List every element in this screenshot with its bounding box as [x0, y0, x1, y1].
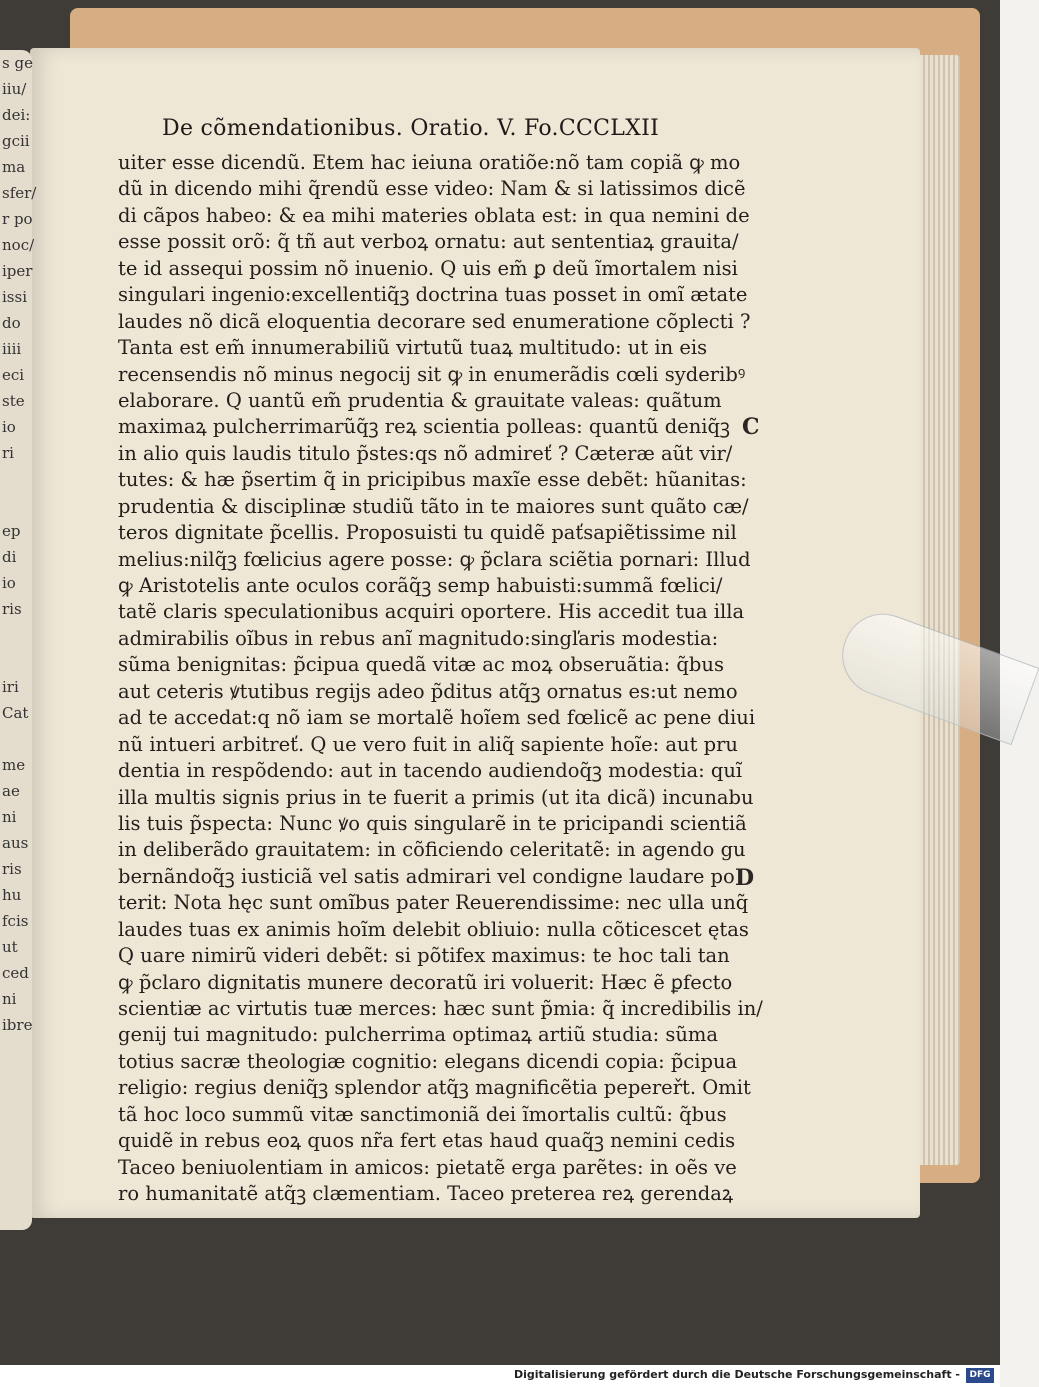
- facing-page-fragment: s ge: [2, 54, 33, 72]
- text-line: te id assequi possim nõ inuenio. Q uis em̃ ꝑ deũ ĩmortalem nisi: [118, 256, 738, 280]
- footer-bar: [0, 1365, 1000, 1387]
- page-header: De cõmendationibus. Oratio. V. Fo.CCCLXII: [162, 116, 660, 141]
- facing-page-fragment: issi: [2, 288, 27, 306]
- text-line: Tanta est em̃ innumerabiliũ virtutũ tuaꝝ multitudo: ut in eis: [118, 336, 708, 360]
- facing-page-fragment: [0, 726, 32, 752]
- facing-page-fragment: ris: [2, 600, 22, 618]
- dfg-logo: DFG: [966, 1368, 994, 1383]
- facing-page-fragment: [0, 466, 32, 492]
- facing-page-fragment: hu: [2, 886, 22, 904]
- text-line: ꝙ p̃claro dignitatis munere decoratũ iri voluerit: Hæc ẽ ꝑfecto: [118, 970, 733, 994]
- text-line: tã hoc loco summũ vitæ sanctimoniã dei ĩmortalis cultũ: q̃bus: [118, 1102, 727, 1126]
- facing-page-fragment: ae: [2, 782, 20, 800]
- facing-page-fragment: [0, 622, 32, 648]
- text-line: recensendis nõ minus negocij sit ꝙ in enumerãdis cœli syderibꝰ: [118, 362, 746, 386]
- marginal-letter-d: D: [735, 865, 755, 891]
- facing-page-fragment: noc/: [2, 236, 35, 254]
- facing-page-fragment: me: [2, 756, 26, 774]
- facing-page-fragment: iiu/: [2, 80, 27, 98]
- facing-page-fragment: io: [2, 574, 16, 592]
- facing-page-edge: [0, 50, 37, 1230]
- funding-credit: Digitalisierung gefördert durch die Deutsche Forschungsgemeinschaft -: [513, 1368, 960, 1381]
- text-line: elaborare. Q uantũ em̃ prudentia & grauitate valeas: quãtum: [118, 388, 722, 412]
- facing-page-fragment: Cat: [2, 704, 29, 722]
- text-line: ad te accedat:q nõ iam se mortalẽ hoĩem sed fœlicẽ ac pene diui: [118, 706, 756, 730]
- text-line: quidẽ in rebus eoꝝ quos nr̃a fert etas haud quaq̃ꝫ nemini cedis: [118, 1129, 736, 1153]
- text-line: tatẽ claris speculationibus acquiri oportere. His accedit tua illa: [118, 600, 745, 624]
- facing-page-fragment: [0, 492, 32, 518]
- text-line: esse possit orõ: q̃ tñ aut verboꝝ ornatu: aut sententiaꝝ grauita/: [118, 230, 739, 254]
- text-line: dũ in dicendo mihi q̃rendũ esse video: Nam & si latissimos dicẽ: [118, 177, 746, 201]
- facing-page-fragment: io: [2, 418, 16, 436]
- facing-page-fragment: ste: [2, 392, 25, 410]
- facing-page-fragment: r po: [2, 210, 33, 228]
- facing-page-fragment: iiii: [2, 340, 22, 358]
- marginal-letter-c: C: [742, 414, 760, 440]
- text-line: nũ intueri arbitreť. Q ue vero fuit in aliq̃ sapiente hoĩe: aut pru: [118, 732, 738, 756]
- text-line: tutes: & hæ p̃sertim q̃ in pricipibus maxĩe esse debẽt: hũanitas:: [118, 468, 747, 492]
- text-line: laudes tuas ex animis hoĩm delebit obliuio: nulla cõticescet ętas: [118, 917, 749, 941]
- facing-page-fragment: [0, 648, 32, 674]
- facing-page-fragment: ep: [2, 522, 21, 540]
- text-line: genij tui magnitudo: pulcherrima optimaꝝ artiũ studia: sũma: [118, 1023, 719, 1047]
- facing-page-fragment: do: [2, 314, 21, 332]
- facing-page-fragment: ibre: [2, 1016, 33, 1034]
- text-line: melius:nilq̃ꝫ fœlicius agere posse: ꝙ p̃clara sciẽtia pornari: Illud: [118, 547, 751, 571]
- facing-page-fragment: ris: [2, 860, 22, 878]
- facing-page-fragment: sfer/: [2, 184, 37, 202]
- text-line: ro humanitatẽ atq̃ꝫ clæmentiam. Taceo preterea reꝝ gerendaꝝ: [118, 1182, 734, 1206]
- text-line: uiter esse dicendũ. Etem hac ieiuna oratiõe:nõ tam copiã ꝙ mo: [118, 151, 741, 174]
- facing-page-fragment: ni: [2, 808, 17, 826]
- facing-page-fragment: ni: [2, 990, 17, 1008]
- text-line: laudes nõ dicã eloquentia decorare sed enumeratione cõplecti ?: [118, 309, 751, 333]
- facing-page-fragment: di: [2, 548, 17, 566]
- body-text: [118, 150, 763, 1208]
- facing-page-fragment: ri: [2, 444, 14, 462]
- text-line: illa multis signis prius in te fuerit a primis (ut ita dicã) incunabu: [118, 785, 754, 809]
- text-line: di cãpos habeo: & ea mihi materies oblata est: in qua nemini de: [118, 203, 750, 227]
- text-line: maximaꝝ pulcherrimarũq̃ꝫ reꝝ scientia polleas: quantũ deniq̃ꝫ: [118, 415, 730, 439]
- text-line: singulari ingenio:excellentiq̃ꝫ doctrina tuas posset in omĩ ætate: [118, 283, 748, 307]
- text-line: sũma benignitas: p̃cipua quedã vitæ ac moꝝ obseruãtia: q̃bus: [118, 653, 724, 677]
- facing-page-fragment: ced: [2, 964, 29, 982]
- facing-page-fragment: ma: [2, 158, 26, 176]
- text-line: admirabilis oĩbus in rebus anĩ magnitudo:singľaris modestia:: [118, 626, 719, 650]
- text-line: terit: Nota hęc sunt omĩbus pater Reuerendissime: nec ulla unq̃: [118, 891, 749, 915]
- facing-page-fragment: iper: [2, 262, 33, 280]
- text-line: dentia in respõdendo: aut in tacendo audiendoq̃ꝫ modestia: quĩ: [118, 759, 743, 783]
- text-line: scientiæ ac virtutis tuæ merces: hæc sunt p̃mia: q̃ incredibilis in/: [118, 997, 763, 1020]
- text-line: ꝙ Aristotelis ante oculos corãq̃ꝫ semp habuisti:summã fœlici/: [118, 574, 723, 597]
- text-line: aut ceteris ꝟtutibus regijs adeo p̃ditus atq̃ꝫ ornatus es:ut nemo: [118, 679, 738, 703]
- facing-page-fragment: eci: [2, 366, 25, 384]
- text-line: prudentia & disciplinæ studiũ tãto in te maiores sunt quãto cæ/: [118, 494, 749, 518]
- facing-page-fragment: fcis: [2, 912, 29, 930]
- text-line: Taceo beniuolentiam in amicos: pietatẽ erga parẽtes: in oẽs ve: [118, 1155, 737, 1179]
- text-line: teros dignitate p̃cellis. Proposuisti tu quidẽ paťsapiẽtissime nil: [118, 521, 737, 545]
- facing-page-fragment: dei:: [2, 106, 31, 124]
- facing-page-fragment: ut: [2, 938, 18, 956]
- text-line: bernãndoq̃ꝫ iusticiã vel satis admirari vel condigne laudare po: [118, 864, 735, 888]
- text-line: totius sacræ theologiæ cognitio: elegans dicendi copia: p̃cipua: [118, 1049, 738, 1073]
- text-line: lis tuis p̃specta: Nunc ꝟo quis singularẽ in te pricipandi scientiã: [118, 811, 747, 835]
- facing-page-fragment: aus: [2, 834, 29, 852]
- facing-page-fragment: gcii: [2, 132, 30, 150]
- facing-page-fragment: iri: [2, 678, 19, 696]
- text-line: Q uare nimirũ videri debẽt: si põtifex maximus: te hoc tali tan: [118, 944, 730, 968]
- text-line: religio: regius deniq̃ꝫ splendor atq̃ꝫ magnificẽtia pepereřt. Omit: [118, 1076, 751, 1100]
- text-line: in alio quis laudis titulo p̃stes:qs nõ admireť ? Cæteræ aũt vir/: [118, 441, 733, 465]
- text-line: in deliberãdo grauitatem: in cõficiendo celeritatẽ: in agendo gu: [118, 838, 746, 862]
